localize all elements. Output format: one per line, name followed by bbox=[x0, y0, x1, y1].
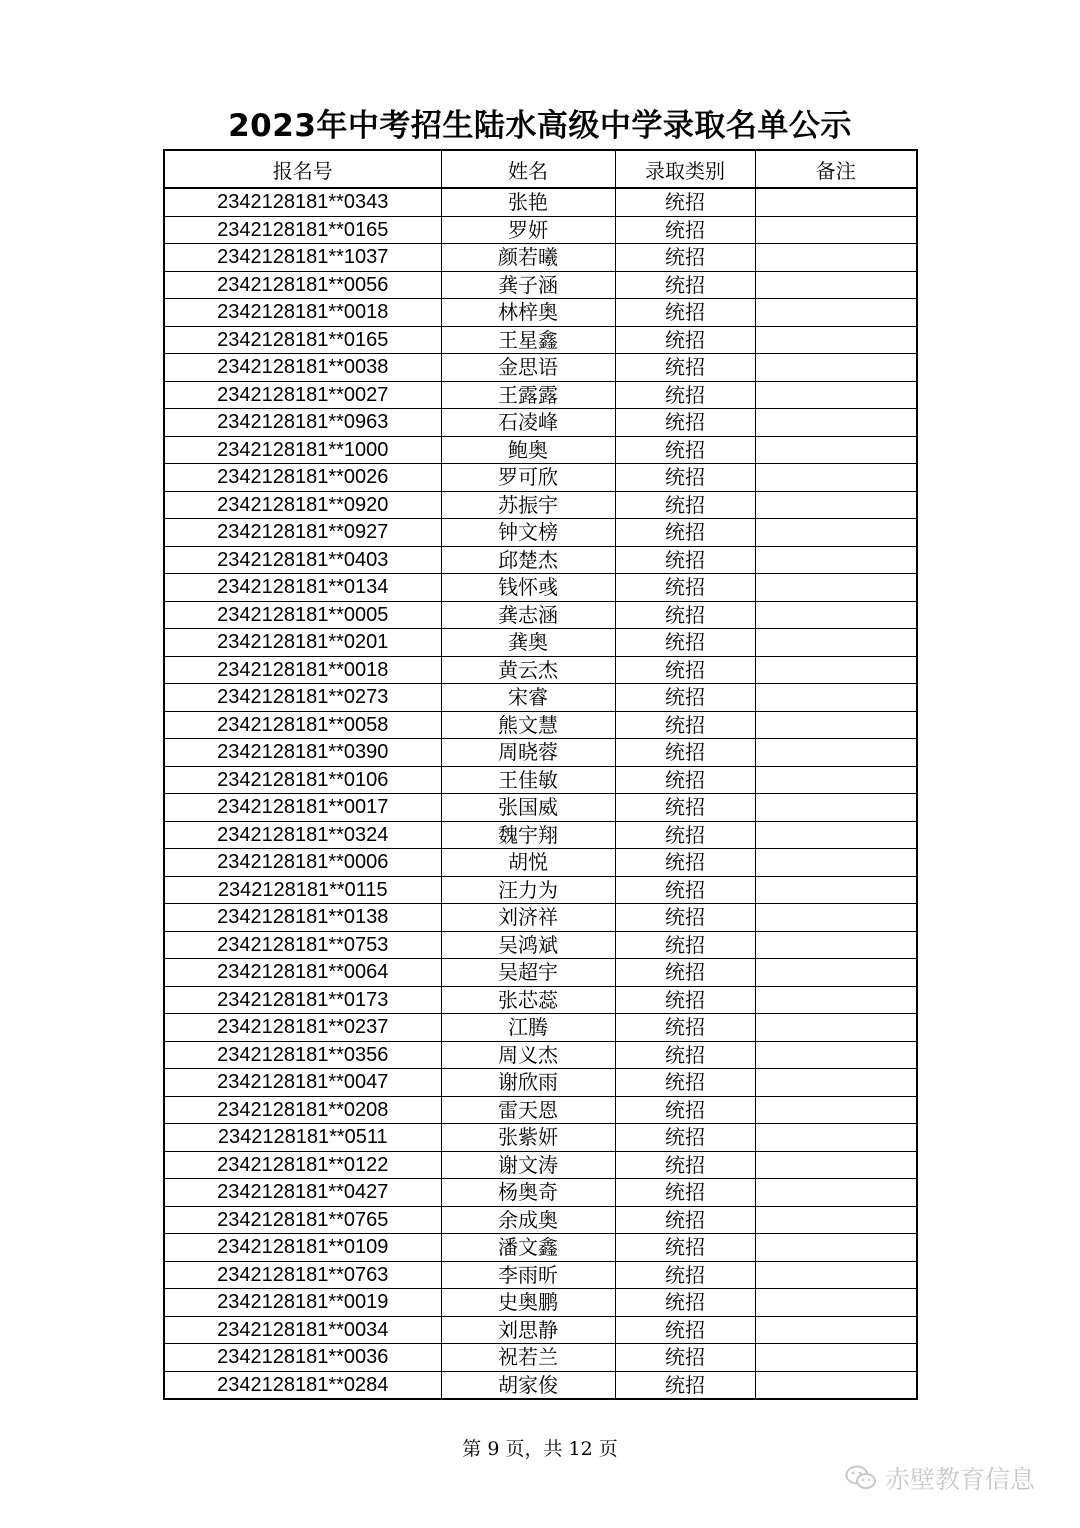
admission-category-cell: 统招 bbox=[615, 849, 755, 877]
admission-category-cell: 统招 bbox=[615, 1041, 755, 1069]
table-row bbox=[164, 739, 917, 767]
name-cell: 张艳 bbox=[441, 188, 615, 216]
registration-number-cell: 2342128181**0027 bbox=[164, 381, 441, 409]
name-cell: 张芯蕊 bbox=[441, 986, 615, 1014]
registration-number-cell: 2342128181**0765 bbox=[164, 1206, 441, 1234]
registration-number-cell: 2342128181**0006 bbox=[164, 849, 441, 877]
table-row bbox=[164, 491, 917, 519]
name-cell: 谢欣雨 bbox=[441, 1069, 615, 1097]
name-cell: 钟文榜 bbox=[441, 519, 615, 547]
remarks-cell bbox=[755, 574, 917, 602]
admission-category-cell: 统招 bbox=[615, 436, 755, 464]
registration-number-cell: 2342128181**0165 bbox=[164, 216, 441, 244]
name-cell: 杨奥奇 bbox=[441, 1179, 615, 1207]
table-row bbox=[164, 1206, 917, 1234]
table-row bbox=[164, 931, 917, 959]
admission-category-cell: 统招 bbox=[615, 904, 755, 932]
name-cell: 胡家俊 bbox=[441, 1371, 615, 1399]
remarks-cell bbox=[755, 986, 917, 1014]
registration-number-cell: 2342128181**0165 bbox=[164, 326, 441, 354]
remarks-cell bbox=[755, 1179, 917, 1207]
registration-number-cell: 2342128181**0056 bbox=[164, 271, 441, 299]
admission-category-cell: 统招 bbox=[615, 464, 755, 492]
remarks-cell bbox=[755, 381, 917, 409]
registration-number-cell: 2342128181**0036 bbox=[164, 1344, 441, 1372]
name-cell: 周晓蓉 bbox=[441, 739, 615, 767]
remarks-cell bbox=[755, 1206, 917, 1234]
name-cell: 邱楚杰 bbox=[441, 546, 615, 574]
registration-number-cell: 2342128181**0511 bbox=[164, 1124, 441, 1152]
table-row bbox=[164, 1179, 917, 1207]
registration-number-cell: 2342128181**0058 bbox=[164, 711, 441, 739]
remarks-cell bbox=[755, 656, 917, 684]
name-cell: 鲍奥 bbox=[441, 436, 615, 464]
table-row bbox=[164, 326, 917, 354]
table-row bbox=[164, 1371, 917, 1399]
name-cell: 龚志涵 bbox=[441, 601, 615, 629]
remarks-cell bbox=[755, 1344, 917, 1372]
remarks-cell bbox=[755, 766, 917, 794]
admission-category-cell: 统招 bbox=[615, 1344, 755, 1372]
registration-number-cell: 2342128181**0201 bbox=[164, 629, 441, 657]
name-cell: 周义杰 bbox=[441, 1041, 615, 1069]
admission-category-cell: 统招 bbox=[615, 739, 755, 767]
admission-category-cell: 统招 bbox=[615, 684, 755, 712]
table-row bbox=[164, 1344, 917, 1372]
remarks-cell bbox=[755, 931, 917, 959]
remarks-cell bbox=[755, 464, 917, 492]
registration-number-cell: 2342128181**0343 bbox=[164, 188, 441, 216]
table-header-row bbox=[164, 150, 917, 188]
admission-category-cell: 统招 bbox=[615, 188, 755, 216]
registration-number-cell: 2342128181**0753 bbox=[164, 931, 441, 959]
remarks-cell bbox=[755, 1234, 917, 1262]
remarks-cell bbox=[755, 904, 917, 932]
remarks-cell bbox=[755, 821, 917, 849]
registration-number-cell: 2342128181**1037 bbox=[164, 244, 441, 272]
remarks-cell bbox=[755, 354, 917, 382]
table-row bbox=[164, 766, 917, 794]
name-cell: 刘济祥 bbox=[441, 904, 615, 932]
table-body bbox=[164, 188, 917, 1399]
registration-number-cell: 2342128181**0034 bbox=[164, 1316, 441, 1344]
name-cell: 王佳敏 bbox=[441, 766, 615, 794]
table-row bbox=[164, 216, 917, 244]
remarks-cell bbox=[755, 1124, 917, 1152]
registration-number-cell: 2342128181**0018 bbox=[164, 299, 441, 327]
remarks-cell bbox=[755, 1069, 917, 1097]
table-row bbox=[164, 904, 917, 932]
column-header-registration-number: 报名号 bbox=[164, 150, 441, 188]
name-cell: 祝若兰 bbox=[441, 1344, 615, 1372]
admission-category-cell: 统招 bbox=[615, 1316, 755, 1344]
remarks-cell bbox=[755, 436, 917, 464]
table-row bbox=[164, 629, 917, 657]
registration-number-cell: 2342128181**0026 bbox=[164, 464, 441, 492]
remarks-cell bbox=[755, 326, 917, 354]
table-row bbox=[164, 354, 917, 382]
remarks-cell bbox=[755, 739, 917, 767]
admission-table bbox=[163, 149, 918, 1400]
column-header-name: 姓名 bbox=[441, 150, 615, 188]
name-cell: 龚子涵 bbox=[441, 271, 615, 299]
table-row bbox=[164, 271, 917, 299]
admission-category-cell: 统招 bbox=[615, 656, 755, 684]
admission-category-cell: 统招 bbox=[615, 876, 755, 904]
remarks-cell bbox=[755, 1151, 917, 1179]
name-cell: 张紫妍 bbox=[441, 1124, 615, 1152]
column-header-remarks: 备注 bbox=[755, 150, 917, 188]
remarks-cell bbox=[755, 491, 917, 519]
registration-number-cell: 2342128181**0356 bbox=[164, 1041, 441, 1069]
admission-category-cell: 统招 bbox=[615, 601, 755, 629]
admission-category-cell: 统招 bbox=[615, 519, 755, 547]
watermark-text: 赤壁教育信息 bbox=[885, 1465, 1036, 1494]
admission-category-cell: 统招 bbox=[615, 1206, 755, 1234]
registration-number-cell: 2342128181**0138 bbox=[164, 904, 441, 932]
admission-category-cell: 统招 bbox=[615, 1234, 755, 1262]
name-cell: 林梓奥 bbox=[441, 299, 615, 327]
column-header-admission-category: 录取类别 bbox=[615, 150, 755, 188]
remarks-cell bbox=[755, 684, 917, 712]
table-row bbox=[164, 409, 917, 437]
registration-number-cell: 2342128181**0273 bbox=[164, 684, 441, 712]
name-cell: 石凌峰 bbox=[441, 409, 615, 437]
admission-category-cell: 统招 bbox=[615, 986, 755, 1014]
table-row bbox=[164, 1316, 917, 1344]
remarks-cell bbox=[755, 299, 917, 327]
registration-number-cell: 2342128181**0173 bbox=[164, 986, 441, 1014]
remarks-cell bbox=[755, 794, 917, 822]
admission-category-cell: 统招 bbox=[615, 1179, 755, 1207]
registration-number-cell: 2342128181**0403 bbox=[164, 546, 441, 574]
name-cell: 吴鸿斌 bbox=[441, 931, 615, 959]
name-cell: 王露露 bbox=[441, 381, 615, 409]
name-cell: 苏振宇 bbox=[441, 491, 615, 519]
registration-number-cell: 2342128181**0005 bbox=[164, 601, 441, 629]
admission-category-cell: 统招 bbox=[615, 381, 755, 409]
remarks-cell bbox=[755, 1289, 917, 1317]
admission-category-cell: 统招 bbox=[615, 574, 755, 602]
registration-number-cell: 2342128181**0927 bbox=[164, 519, 441, 547]
registration-number-cell: 2342128181**0064 bbox=[164, 959, 441, 987]
registration-number-cell: 2342128181**0763 bbox=[164, 1261, 441, 1289]
admission-category-cell: 统招 bbox=[615, 821, 755, 849]
name-cell: 罗可欣 bbox=[441, 464, 615, 492]
name-cell: 王星鑫 bbox=[441, 326, 615, 354]
registration-number-cell: 2342128181**0963 bbox=[164, 409, 441, 437]
remarks-cell bbox=[755, 271, 917, 299]
name-cell: 李雨昕 bbox=[441, 1261, 615, 1289]
remarks-cell bbox=[755, 849, 917, 877]
name-cell: 谢文涛 bbox=[441, 1151, 615, 1179]
registration-number-cell: 2342128181**0427 bbox=[164, 1179, 441, 1207]
table-row bbox=[164, 849, 917, 877]
table-row bbox=[164, 381, 917, 409]
admission-category-cell: 统招 bbox=[615, 629, 755, 657]
wechat-icon bbox=[845, 1464, 877, 1492]
remarks-cell bbox=[755, 1041, 917, 1069]
admission-category-cell: 统招 bbox=[615, 766, 755, 794]
registration-number-cell: 2342128181**0122 bbox=[164, 1151, 441, 1179]
registration-number-cell: 2342128181**0017 bbox=[164, 794, 441, 822]
admission-category-cell: 统招 bbox=[615, 409, 755, 437]
table-row bbox=[164, 656, 917, 684]
remarks-cell bbox=[755, 1371, 917, 1399]
table-row bbox=[164, 188, 917, 216]
table-row bbox=[164, 1234, 917, 1262]
table-row bbox=[164, 684, 917, 712]
table-row bbox=[164, 244, 917, 272]
registration-number-cell: 2342128181**0920 bbox=[164, 491, 441, 519]
remarks-cell bbox=[755, 711, 917, 739]
registration-number-cell: 2342128181**1000 bbox=[164, 436, 441, 464]
table-row bbox=[164, 1151, 917, 1179]
admission-category-cell: 统招 bbox=[615, 1014, 755, 1042]
admission-category-cell: 统招 bbox=[615, 546, 755, 574]
registration-number-cell: 2342128181**0115 bbox=[164, 876, 441, 904]
watermark bbox=[845, 1460, 1035, 1496]
table-row bbox=[164, 464, 917, 492]
admission-category-cell: 统招 bbox=[615, 354, 755, 382]
table-row bbox=[164, 519, 917, 547]
table-row bbox=[164, 574, 917, 602]
name-cell: 潘文鑫 bbox=[441, 1234, 615, 1262]
remarks-cell bbox=[755, 1014, 917, 1042]
admission-category-cell: 统招 bbox=[615, 1261, 755, 1289]
remarks-cell bbox=[755, 188, 917, 216]
table-row bbox=[164, 876, 917, 904]
table-row bbox=[164, 436, 917, 464]
registration-number-cell: 2342128181**0237 bbox=[164, 1014, 441, 1042]
remarks-cell bbox=[755, 1261, 917, 1289]
admission-category-cell: 统招 bbox=[615, 1289, 755, 1317]
table-row bbox=[164, 299, 917, 327]
admission-category-cell: 统招 bbox=[615, 244, 755, 272]
table-row bbox=[164, 1124, 917, 1152]
registration-number-cell: 2342128181**0038 bbox=[164, 354, 441, 382]
table-row bbox=[164, 1096, 917, 1124]
admission-category-cell: 统招 bbox=[615, 1096, 755, 1124]
remarks-cell bbox=[755, 546, 917, 574]
admission-category-cell: 统招 bbox=[615, 1069, 755, 1097]
registration-number-cell: 2342128181**0019 bbox=[164, 1289, 441, 1317]
name-cell: 汪力为 bbox=[441, 876, 615, 904]
remarks-cell bbox=[755, 1316, 917, 1344]
table-row bbox=[164, 1261, 917, 1289]
name-cell: 张国威 bbox=[441, 794, 615, 822]
admission-category-cell: 统招 bbox=[615, 326, 755, 354]
name-cell: 宋睿 bbox=[441, 684, 615, 712]
table-row bbox=[164, 1289, 917, 1317]
name-cell: 熊文慧 bbox=[441, 711, 615, 739]
registration-number-cell: 2342128181**0324 bbox=[164, 821, 441, 849]
admission-category-cell: 统招 bbox=[615, 1151, 755, 1179]
remarks-cell bbox=[755, 601, 917, 629]
admission-category-cell: 统招 bbox=[615, 491, 755, 519]
remarks-cell bbox=[755, 1096, 917, 1124]
table-row bbox=[164, 986, 917, 1014]
table-row bbox=[164, 1069, 917, 1097]
name-cell: 金思语 bbox=[441, 354, 615, 382]
admission-category-cell: 统招 bbox=[615, 216, 755, 244]
table-row bbox=[164, 1014, 917, 1042]
remarks-cell bbox=[755, 519, 917, 547]
name-cell: 胡悦 bbox=[441, 849, 615, 877]
table-row bbox=[164, 1041, 917, 1069]
admission-category-cell: 统招 bbox=[615, 711, 755, 739]
name-cell: 史奥鹏 bbox=[441, 1289, 615, 1317]
registration-number-cell: 2342128181**0284 bbox=[164, 1371, 441, 1399]
name-cell: 吴超宇 bbox=[441, 959, 615, 987]
admission-category-cell: 统招 bbox=[615, 794, 755, 822]
admission-category-cell: 统招 bbox=[615, 299, 755, 327]
admission-category-cell: 统招 bbox=[615, 959, 755, 987]
page-number: 第 9 页，共 12 页 bbox=[462, 1438, 618, 1460]
remarks-cell bbox=[755, 876, 917, 904]
page-title: 2023年中考招生陆水高级中学录取名单公示 bbox=[228, 108, 852, 144]
name-cell: 颜若曦 bbox=[441, 244, 615, 272]
registration-number-cell: 2342128181**0134 bbox=[164, 574, 441, 602]
remarks-cell bbox=[755, 629, 917, 657]
name-cell: 龚奥 bbox=[441, 629, 615, 657]
table-row bbox=[164, 959, 917, 987]
name-cell: 魏宇翔 bbox=[441, 821, 615, 849]
registration-number-cell: 2342128181**0106 bbox=[164, 766, 441, 794]
table-row bbox=[164, 821, 917, 849]
admission-category-cell: 统招 bbox=[615, 931, 755, 959]
admission-category-cell: 统招 bbox=[615, 271, 755, 299]
name-cell: 钱怀彧 bbox=[441, 574, 615, 602]
name-cell: 刘思静 bbox=[441, 1316, 615, 1344]
remarks-cell bbox=[755, 244, 917, 272]
table-row bbox=[164, 601, 917, 629]
table-row bbox=[164, 711, 917, 739]
name-cell: 江腾 bbox=[441, 1014, 615, 1042]
registration-number-cell: 2342128181**0390 bbox=[164, 739, 441, 767]
table-row bbox=[164, 546, 917, 574]
name-cell: 余成奥 bbox=[441, 1206, 615, 1234]
name-cell: 黄云杰 bbox=[441, 656, 615, 684]
remarks-cell bbox=[755, 959, 917, 987]
remarks-cell bbox=[755, 409, 917, 437]
registration-number-cell: 2342128181**0208 bbox=[164, 1096, 441, 1124]
name-cell: 罗妍 bbox=[441, 216, 615, 244]
registration-number-cell: 2342128181**0047 bbox=[164, 1069, 441, 1097]
registration-number-cell: 2342128181**0018 bbox=[164, 656, 441, 684]
admission-category-cell: 统招 bbox=[615, 1371, 755, 1399]
registration-number-cell: 2342128181**0109 bbox=[164, 1234, 441, 1262]
name-cell: 雷天恩 bbox=[441, 1096, 615, 1124]
table-row bbox=[164, 794, 917, 822]
admission-category-cell: 统招 bbox=[615, 1124, 755, 1152]
remarks-cell bbox=[755, 216, 917, 244]
